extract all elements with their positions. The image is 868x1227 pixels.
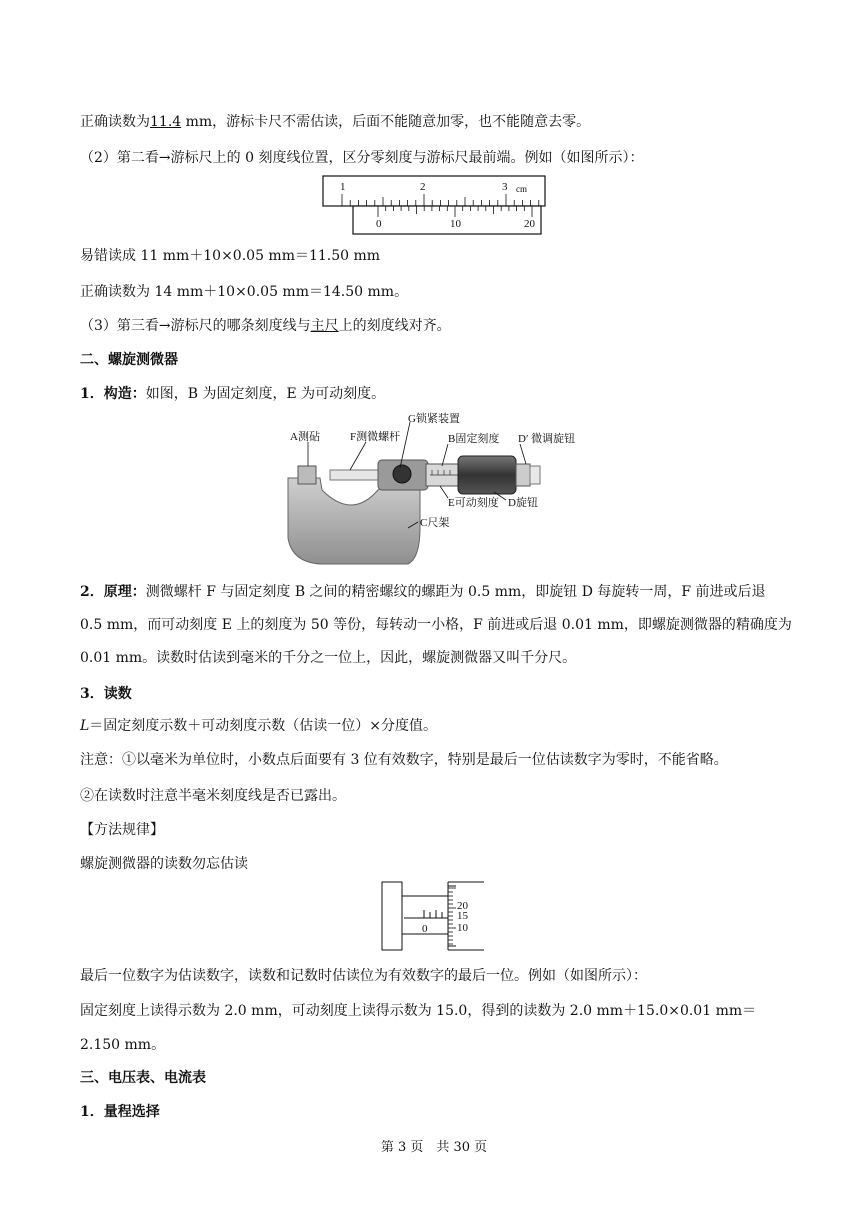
vernier-label-20: 20 (524, 218, 535, 230)
fixed-scale-zero: 0 (422, 923, 428, 935)
label-c-frame: C尺架 (420, 517, 450, 529)
micrometer-reading-title: 3．读数 (80, 686, 132, 702)
main-scale-label-3: 3 (502, 181, 508, 193)
text: 上的刻度线对齐。 (338, 318, 451, 334)
text: 正确读数为 (80, 114, 150, 130)
section-heading-micrometer: 二、螺旋测微器 (80, 352, 178, 368)
unit-label: cm (516, 184, 527, 194)
label-f-spindle: F测微螺杆 (350, 431, 401, 443)
label-a-anvil: A测砧 (290, 431, 320, 443)
caliper-step-3 (80, 316, 451, 336)
text: 测微螺杆 F 与固定刻度 B 之间的精密螺纹的螺距为 0.5 mm，即旋钮 D 每旋转一周，F 前进或后退 0.5 mm，而可动刻度 E 上的刻度为 50 等份，每转动一小格，F 前进或后退 0.01 mm，即螺旋测微器的精确度为 0.01 mm。读数时估读到毫米的千分之一位上，因此，螺旋测微器又叫千分尺。 (80, 584, 792, 666)
underlined-term: 主尺 (310, 318, 339, 334)
note-2: ②在读数时注意半毫米刻度线是否已露出。 (80, 788, 346, 804)
vernier-label-0: 0 (376, 218, 382, 230)
label-d-knob: D旋钮 (508, 497, 538, 509)
example-result: 固定刻度上读得示数为 2.0 mm，可动刻度上读得示数为 15.0，得到的读数为 2.0 mm＋15.0×0.01 mm＝2.150 mm。 (80, 1003, 757, 1053)
thimble-label-10: 10 (457, 922, 468, 934)
text: 如图，B 为固定刻度，E 为可动刻度。 (145, 386, 386, 402)
note-1: 注意：①以毫米为单位时，小数点后面要有 3 位有效数字，特别是最后一位估读数字为零时，不能省略。 (80, 752, 728, 768)
text: （3）第三看→游标尺的哪条刻度线与 (80, 318, 311, 334)
micrometer-principle (80, 576, 792, 675)
label-d-prime-fine-knob: D′ 微调旋钮 (518, 433, 576, 445)
main-scale-label-1: 1 (340, 181, 346, 193)
micrometer-reading-figure (380, 878, 490, 956)
label-g-lock: G锁紧装置 (408, 413, 460, 425)
subheading: 2．原理： (80, 584, 146, 600)
label-e-movable-scale: E可动刻度 (448, 497, 499, 509)
label-b-fixed-scale: B固定刻度 (448, 433, 500, 445)
text: ＝固定刻度示数＋可动刻度示数（估读一位）×分度值。 (89, 718, 438, 734)
reading-formula (80, 716, 437, 736)
thimble-label-15: 15 (457, 910, 468, 922)
method-text: 螺旋测微器的读数勿忘估读 (80, 856, 248, 872)
micrometer-structure (80, 384, 385, 404)
text: mm，游标卡尺不需估读，后面不能随意加零，也不能随意去零。 (181, 114, 591, 130)
reading-value: 11.4 (150, 114, 182, 130)
formula-symbol: L (80, 718, 90, 734)
micrometer-figure (280, 408, 620, 568)
caliper-correct-reading (80, 112, 590, 132)
section-heading-meters: 三、电压表、电流表 (80, 1070, 206, 1086)
vernier-label-10: 10 (450, 218, 461, 230)
page-footer: 第 3 页 共 30 页 (380, 1140, 488, 1155)
caliper-right-reading: 正确读数为 14 mm＋10×0.05 mm＝14.50 mm。 (80, 284, 409, 300)
main-scale-label-2: 2 (420, 181, 426, 193)
method-heading: 【方法规律】 (80, 822, 164, 838)
meters-range-selection: 1．量程选择 (80, 1104, 160, 1120)
thimble-label-20: 20 (457, 900, 468, 912)
caliper-step-2: （2）第二看→游标尺上的 0 刻度线位置，区分零刻度与游标尺最前端。例如（如图所示）： (80, 150, 644, 166)
caliper-wrong-reading: 易错读成 11 mm＋10×0.05 mm＝11.50 mm (80, 248, 381, 264)
vernier-caliper-figure (320, 174, 550, 238)
example-intro: 最后一位数字为估读数字，读数和记数时估读位为有效数字的最后一位。例如（如图所示）： (80, 968, 647, 984)
subheading: 1．构造： (80, 386, 146, 402)
